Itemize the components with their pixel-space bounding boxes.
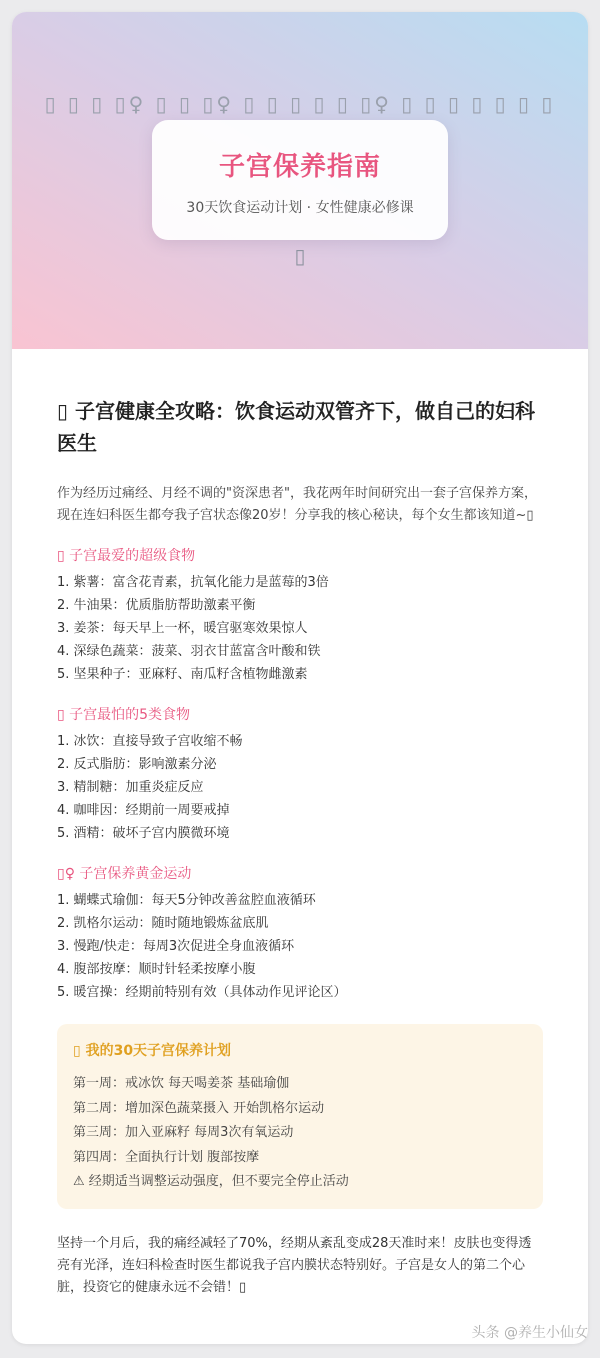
plan-line-week4: 第四周：全面执行计划 腹部按摩 (73, 1149, 260, 1165)
list-item: 5. 暖宫操：经期前特别有效（具体动作见评论区） (57, 985, 347, 1000)
watermark: 头条 @养生小仙女 (471, 1325, 588, 1341)
list-item: 2. 反式脂肪：影响激素分泌 (57, 757, 217, 772)
list-item: 4. 咖啡因：经期前一周要戒掉 (57, 803, 230, 818)
plan-box (57, 1024, 543, 1209)
list-item: 2. 牛油果：优质脂肪帮助激素平衡 (57, 598, 256, 613)
plan-line-week2: 第二周：增加深色蔬菜摄入 开始凯格尔运动 (73, 1100, 325, 1116)
article-body (12, 349, 588, 1299)
article-title: ▯ 子宫健康全攻略：饮食运动双管齐下，做自己的妇科医生 (57, 399, 535, 455)
plan-list (73, 1072, 527, 1195)
list-item: 1. 蝴蝶式瑜伽：每天5分钟改善盆腔血液循环 (57, 893, 316, 908)
article-conclusion: 坚持一个月后，我的痛经减轻了70%，经期从紊乱变成28天准时来！皮肤也变得透亮有光泽，连妇科检查时医生都说我子宫内膜状态特别好。子宫是女人的第二个心脏，投资它的健康永远不会错！▯ (57, 1235, 532, 1295)
section-superfoods (57, 545, 543, 686)
list-item: 4. 深绿色蔬菜：菠菜、羽衣甘蓝富含叶酸和铁 (57, 644, 321, 659)
food-list (57, 571, 543, 686)
plan-title: ▯ 我的30天子宫保养计划 (73, 1043, 232, 1059)
list-item: 1. 冰饮：直接导致子宫收缩不畅 (57, 734, 243, 749)
article-card (12, 12, 588, 1344)
list-item: 5. 酒精：破坏子宫内膜微环境 (57, 826, 230, 841)
page-subtitle: 30天饮食运动计划 · 女性健康必修课 (186, 200, 414, 216)
list-item: 3. 慢跑/快走：每周3次促进全身血液循环 (57, 939, 295, 954)
exercise-list (57, 889, 543, 1004)
section-title: ▯ 子宫最爱的超级食物 (57, 548, 196, 564)
hero-banner (12, 12, 588, 349)
title-box (152, 120, 448, 240)
page-title: 子宫保养指南 (218, 152, 381, 182)
avoid-list (57, 730, 543, 845)
plan-line-week3: 第三周：加入亚麻籽 每周3次有氧运动 (73, 1125, 294, 1140)
section-title: ▯ 子宫最怕的5类食物 (57, 707, 191, 723)
section-exercises (57, 863, 543, 1004)
section-title: ▯♀ 子宫保养黄金运动 (57, 866, 192, 882)
list-item: 1. 紫薯：富含花青素，抗氧化能力是蓝莓的3倍 (57, 575, 329, 590)
list-item: 5. 坚果种子：亚麻籽、南瓜籽含植物雌激素 (57, 667, 308, 682)
emoji-decoration-row: ▯ ▯ ▯ ▯♀ ▯ ▯ ▯♀ ▯ ▯ ▯ ▯ ▯ ▯♀ ▯ ▯ ▯ ▯ ▯ ▯ ▯ (44, 92, 556, 116)
plan-line-week1: 第一周：戒冰饮 每天喝姜茶 基础瑜伽 (73, 1076, 290, 1091)
list-item: 2. 凯格尔运动：随时随地锻炼盆底肌 (57, 916, 269, 931)
list-item: 4. 腹部按摩：顺时针轻柔按摩小腹 (57, 962, 256, 977)
list-item: 3. 姜茶：每天早上一杯，暖宫驱寒效果惊人 (57, 621, 308, 636)
list-item: 3. 精制糖：加重炎症反应 (57, 780, 204, 795)
section-avoid-foods (57, 704, 543, 845)
article-intro: 作为经历过痛经、月经不调的"资深患者"，我花两年时间研究出一套子宫保养方案，现在连妇科医生都夸我子宫状态像20岁！分享我的核心秘诀，每个女生都该知道~▯ (57, 486, 537, 523)
hero-emoji-icon: ▯ (294, 246, 306, 268)
plan-warning: ⚠ 经期适当调整运动强度，但不要完全停止活动 (73, 1174, 349, 1189)
